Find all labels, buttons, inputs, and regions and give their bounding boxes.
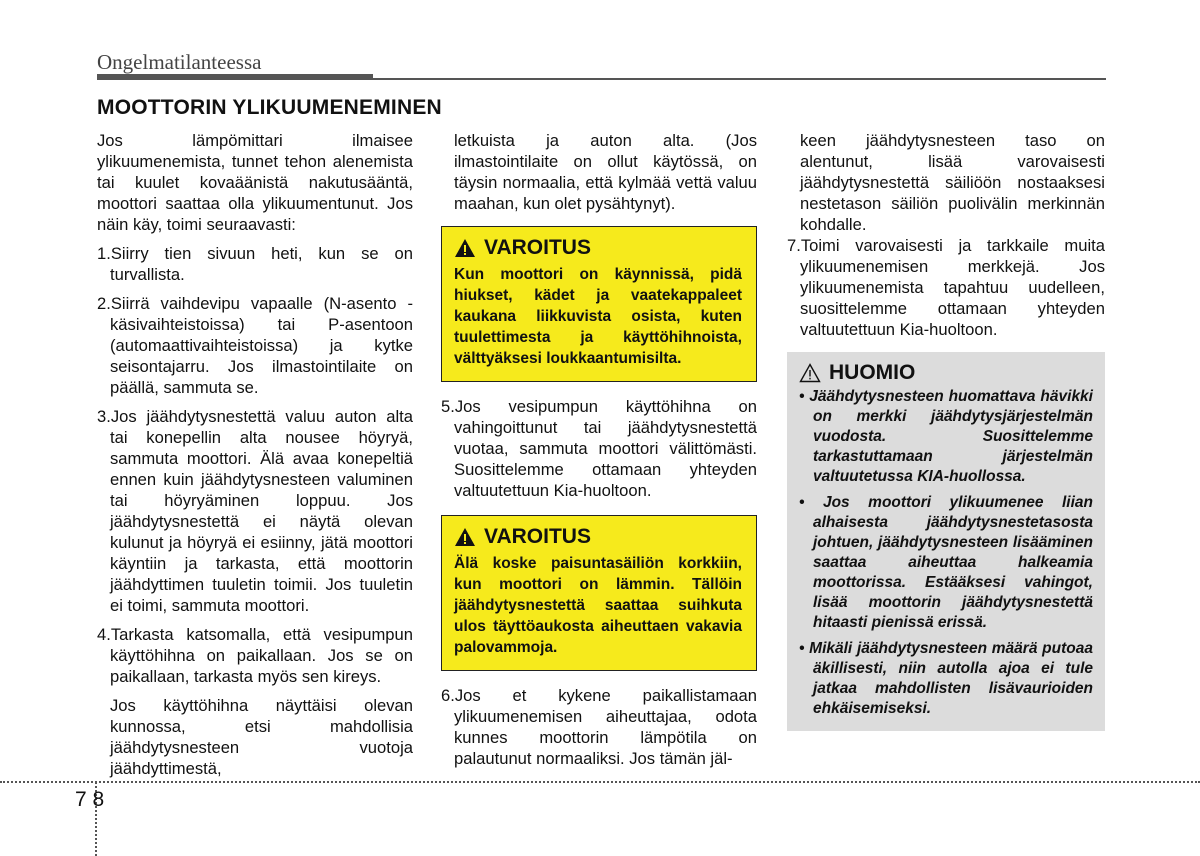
caution-item: • Jos moottori ylikuumenee liian alhaisesta jäähdytysnestetasosta johtuen, jäähdytysnesteen lisääminen saattaa aiheuttaa halkeamia moottorissa. Estääksesi vahingot, lisää moottorin jäähdytysnestettä hitaasti pienissä erissä. — [799, 494, 1093, 631]
step-2: 2.Siirrä vaihdevipu vapaalle (N-asento - käsivaihteistoissa) tai P-asentoon (automaattivaihteistoissa) ja kytke seisontajarru. Jos ilmastointilaite on päällä, sammuta se. — [97, 294, 413, 397]
step-3: 3.Jos jäähdytysnestettä valuu auton alta tai konepellin alta nousee höyryä, sammuta moottori. Älä avaa konepeltiä ennen kuin jäähdytysnesteen valuminen tai höyryäminen loppuu. Jos jäähdytysnestettä ei näytä olevan kulunut ja höyryä ei esiinny, jätä moottori käyntiin ja tarkasta, että moottorin jäähdyttimen tuuletin toimii. Jos tuuletin ei toimi, sammuta moottori. — [97, 407, 413, 615]
step-1: 1.Siirry tien sivuun heti, kun se on turvallista. — [97, 244, 413, 284]
warning-title: VAROITUS — [484, 236, 591, 259]
warning-triangle-icon — [454, 238, 476, 258]
caution-triangle-icon — [799, 363, 821, 383]
step-7: 7.Toimi varovaisesti ja tarkkaile muita ylikuumenemisen merkkejä. Jos ylikuumenemista tapahtuu uudelleen, suosittelemme ottamaan yhteyden valtuutettuun Kia-huoltoon. — [787, 236, 1105, 339]
step-6: 6.Jos et kykene paikallistamaan ylikuumenemisen aiheuttajaa, odota kunnes moottorin lämpötila on palautunut normaaliksi. Jos tämän jäl- — [441, 686, 757, 768]
warning-header — [454, 237, 742, 258]
caution-header — [799, 362, 1093, 383]
step-4-continued: Jos käyttöhihna näyttäisi olevan kunnossa, etsi mahdollisia jäähdytysnesteen vuotoja jäähdyttimestä, — [110, 696, 413, 778]
page-number: 7 8 — [75, 788, 105, 811]
warning-header — [454, 526, 742, 547]
footer-divider — [0, 781, 1200, 783]
caution-title: HUOMIO — [829, 361, 916, 384]
step-6-continued: keen jäähdytysnesteen taso on alentunut, lisää varovaisesti jäähdytysnestettä säiliöön nostaaksesi nestetason säiliön puolivälin merkinnän kohdalle. — [800, 131, 1105, 234]
header-rule — [373, 78, 1106, 80]
caution-item: • Jäähdytysnesteen huomattava hävikki on merkki jäähdytysjärjestelmän vuodosta. Suosittelemme tarkastuttamaan järjestelmän valtuutetussa KIA-huollossa. — [799, 388, 1093, 485]
step-4-continued-2: letkuista ja auton alta. (Jos ilmastointilaite on ollut käytössä, on täysin normaalia, että kylmää vettä valuu maahan, kun olet pysähtynyt). — [454, 131, 757, 213]
step-5: 5.Jos vesipumpun käyttöhihna on vahingoittunut tai jäähdytysnestettä vuotaa, sammuta moottori välittömästi. Suosittelemme ottamaan yhteyden valtuutettuun Kia-huoltoon. — [441, 397, 757, 500]
section-title: MOOTTORIN YLIKUUMENEMINEN — [97, 96, 442, 119]
column-1 — [97, 130, 413, 779]
column-2 — [441, 130, 757, 777]
intro-paragraph: Jos lämpömittari ilmaisee ylikuumenemista, tunnet tehon alenemista tai kuulet kovaäänistä nakutusääntä, moottori saattaa olla ylikuumentunut. Jos näin käy, toimi seuraavasti: — [97, 131, 413, 234]
caution-box — [787, 352, 1105, 731]
warning-box-1 — [441, 226, 757, 382]
caution-item: • Mikäli jäähdytysnesteen määrä putoaa äkillisesti, niin autolla ajoa ei tule jatkaa mahdollisten lisävaurioiden ehkäisemiseksi. — [799, 640, 1093, 717]
warning-box-2 — [441, 515, 757, 671]
warning-triangle-icon — [454, 527, 476, 547]
header-title: Ongelmatilanteessa — [97, 50, 262, 74]
step-4: 4.Tarkasta katsomalla, että vesipumpun käyttöhihna on paikallaan. Jos se on paikallaan, tarkasta myös sen kireys. — [97, 625, 413, 686]
warning-text: Kun moottori on käynnissä, pidä hiukset, kädet ja vaatekappaleet kaukana liikkuvista osista, kuten tuulettimesta ja käyttöhihnoista, välttyäksesi loukkaantumisilta. — [454, 266, 742, 367]
warning-text: Älä koske paisuntasäiliön korkkiin, kun moottori on lämmin. Tällöin jäähdytysnestettä saattaa suihkuta ulos täyttöaukosta aiheuttaen vakavia palovammoja. — [454, 555, 742, 656]
warning-title: VAROITUS — [484, 525, 591, 548]
column-3 — [787, 130, 1105, 731]
header-bar — [97, 74, 373, 80]
